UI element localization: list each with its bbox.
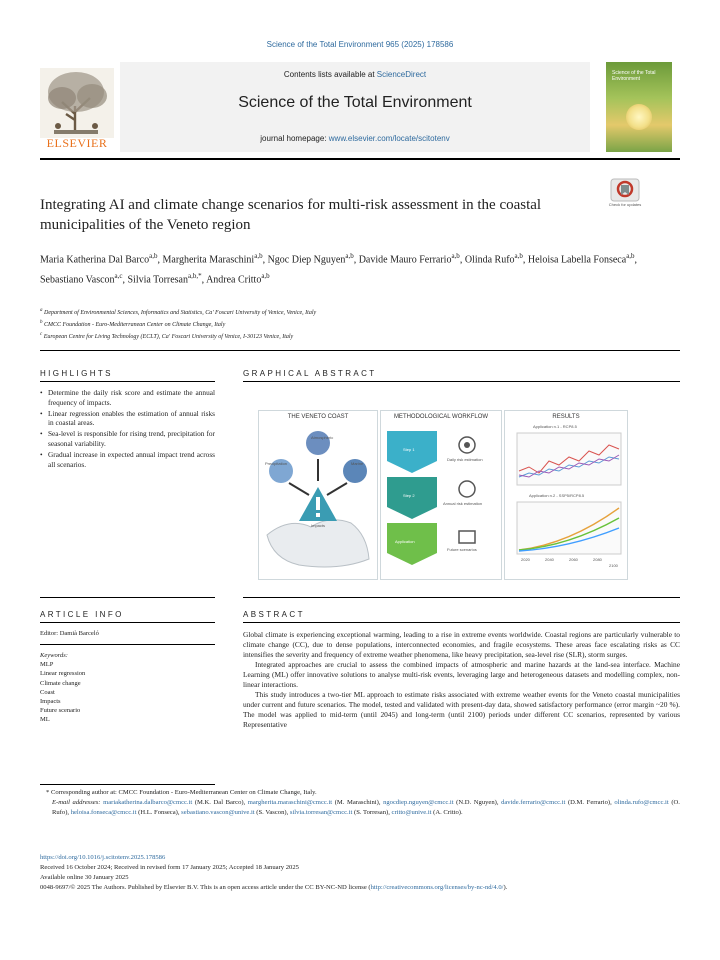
author-affiliation-mark[interactable]: a,b,* [188, 272, 202, 281]
author-affiliation-mark[interactable]: a,b [261, 272, 270, 281]
banner-center [120, 62, 590, 152]
ga-panel-title: THE VENETO COAST [287, 414, 349, 420]
article-title: Integrating AI and climate change scenarios for multi-risk assessment in the coastal municipalities of the Veneto region [40, 197, 542, 233]
homepage-prefix: journal homepage: [260, 134, 329, 143]
ga-panel-results [504, 410, 628, 580]
abstract-heading: ABSTRACT [243, 610, 305, 619]
email-link[interactable]: critto@unive.it [391, 808, 432, 816]
email-owner: (N.D. Nguyen), [456, 798, 499, 806]
email-link[interactable]: mariakatherina.dalbarco@cmcc.it [103, 798, 193, 806]
abstract-body [243, 630, 680, 730]
keyword: MLP [40, 661, 54, 669]
hazard-label-marine: Marine [351, 461, 364, 466]
check-for-updates-badge[interactable] [607, 178, 643, 214]
affiliation-mark: a [40, 308, 43, 313]
author-name[interactable]: Ngoc Diep Nguyen [267, 254, 346, 266]
email-link[interactable]: margherita.maraschini@cmcc.it [247, 798, 333, 806]
license-line [40, 883, 680, 893]
email-owner: (H.L. Fonseca), [138, 808, 180, 816]
check-updates-label: Check for updates [608, 202, 642, 207]
received-dates: Received 16 October 2024; Received in revised form 17 January 2025; Accepted 18 January 2025 [40, 864, 299, 871]
axis-tick-label: 2100 [609, 563, 618, 568]
affiliation-mark: b [40, 320, 43, 325]
editor-name: Damià Barceló [59, 630, 99, 637]
highlight-item: • Determine the daily risk score and estimate the annual frequency of impacts. [40, 388, 215, 408]
email-link[interactable]: ngocdiep.nguyen@cmcc.it [383, 798, 454, 806]
abstract-paragraph: Integrated approaches are crucial to assess the combined impacts of atmospheric and marine hazards at the land-sea interface. Machine Learning (ML) offer innovative solutions to analyse multi-risk events, leveraging large and heterogeneous datasets and modelling complex, non-linear interactions. [243, 660, 680, 689]
doi-link[interactable]: https://doi.org/10.1016/j.scitotenv.2025.178586 [40, 854, 166, 861]
hazard-label-precipitation: Precipitation [265, 461, 288, 466]
keywords-block [40, 651, 85, 725]
highlights-list [40, 388, 215, 470]
ga-panel-title: RESULTS [552, 414, 580, 420]
author-name[interactable]: Olinda Rufo [464, 254, 515, 266]
cover-title: Science of the Total Environment [612, 70, 656, 82]
step-label: Application [395, 539, 415, 544]
axis-tick-label: 2020 [521, 557, 530, 562]
email-owner: (M.K. Dal Barco), [194, 798, 246, 806]
axis-tick-label: 2040 [545, 557, 554, 562]
homepage-link[interactable]: www.elsevier.com/locate/scitotenv [328, 134, 450, 143]
highlight-item: • Gradual increase in expected annual impact trend across all scenarios. [40, 450, 215, 470]
affiliation-a [40, 308, 680, 316]
ga-panel-workflow [380, 410, 502, 580]
header-rule [40, 158, 680, 160]
abstract-paragraph: Global climate is experiencing exceptional warming, leading to a rise in extreme events worldwide. Coastal regions are particularly vulnerable to climate change (CC), due to dense populations, interconnected economies, and fragile ecosystems. These areas face escalating risks as CC intensifies the severity and frequency of extreme weather phenomena, like heavy precipitation, sea-level rise (SLR), storm surges. [243, 630, 680, 659]
license-link[interactable]: http://creativecommons.org/licenses/by-nc-nd/4.0/ [370, 884, 504, 891]
journal-citation[interactable]: Science of the Total Environment 965 (2025) 178586 [266, 40, 454, 49]
graphical-abstract-heading: GRAPHICAL ABSTRACT [243, 369, 377, 378]
step-description: Annual risk estimation [443, 501, 483, 506]
author-name[interactable]: Maria Katherina Dal Barco [40, 254, 150, 266]
ga-panel-veneto-coast [258, 410, 378, 580]
email-owner: (A. Critto). [433, 808, 463, 816]
article-info-heading: ARTICLE INFO [40, 610, 124, 619]
workflow-diagram [381, 425, 501, 575]
publication-info [40, 853, 680, 893]
keyword: Linear regression [40, 670, 86, 678]
article-info-rule-top [40, 622, 215, 623]
author-affiliation-mark[interactable]: a,b [626, 252, 635, 260]
step-description: Daily risk estimation [447, 457, 483, 462]
step-1-chevron [387, 431, 437, 473]
keywords-label: Keywords: [40, 652, 68, 659]
editor-line [40, 630, 99, 637]
keyword: Impacts [40, 698, 61, 706]
author-name[interactable]: Heloisa Labella Fonseca [527, 254, 627, 266]
step-description: Future scenarios [447, 547, 477, 552]
step-2-chevron [387, 477, 437, 519]
keyword: Climate change [40, 679, 81, 687]
highlights-rule-bottom [40, 597, 215, 598]
email-link[interactable]: heloisa.fonseca@cmcc.it [70, 808, 137, 816]
veneto-coast-diagram [259, 425, 377, 575]
axis-tick-label: 2080 [593, 557, 602, 562]
footnote-rule [40, 784, 215, 785]
author-list: Maria Katherina Dal Barco$^{a,b}$, Margherita Maraschini$^{a,b}$, Ngoc Diep Nguyen$^{a,b}$, Davide Mauro Ferrario$^{a,b}$, Olinda Rufo$^{a,b}$, Heloisa Labella Fonseca$^{a,b}$, Sebastiano Vascon$^{a,c}$, Silvia Torresan$^{a,b,*}$, Andrea Critto$^{a,b}$ [40, 252, 638, 286]
monitor-icon [459, 531, 475, 543]
author-affiliation-mark[interactable]: a,b [345, 252, 354, 260]
results-a-label: Application n.1 - RCP8.5 [533, 424, 577, 429]
graphical-abstract[interactable] [258, 410, 628, 578]
email-owner: (S. Vascon), [256, 808, 289, 816]
abstract-rule-top [243, 622, 680, 623]
author-name[interactable]: Davide Mauro Ferrario [358, 254, 452, 266]
sciencedirect-link[interactable]: ScienceDirect [376, 70, 427, 79]
email-link[interactable]: olinda.rufo@cmcc.it [614, 798, 669, 806]
highlights-rule-top [40, 381, 215, 382]
affiliation-text: Department of Environmental Sciences, Informatics and Statistics, Ca' Foscari University of Venice, Venice, Italy [44, 310, 317, 316]
hazard-label-atmospheric: Atmospheric [311, 435, 334, 440]
step-label: Step 2 [403, 493, 415, 498]
abstract-paragraph: This study introduces a two-tier ML approach to estimate risks associated with extreme weather events for the Veneto coastal municipalities under current and future scenarios. The model, tested and validated with present-day data, showed satisfactory performance (error margin ~20 %). The model was applied to mid-term (until 2045) and long-term (until 2100) periods under different CC scenarios, represented by various Representative [243, 690, 680, 729]
author-name[interactable]: Sebastiano Vascon [40, 274, 115, 286]
email-link[interactable]: sebastiano.vascon@unive.it [181, 808, 255, 816]
highlights-heading: HIGHLIGHTS [40, 369, 113, 378]
affiliation-text: European Centre for Living Technology (ECLT), Ca' Foscari University of Venice, I-30123 Venice, Italy [43, 334, 294, 340]
journal-title: Science of the Total Environment [238, 94, 472, 111]
email-owner: (D.M. Ferrario), [567, 798, 612, 806]
author-affiliation-mark[interactable]: a,b [254, 252, 263, 260]
contents-prefix: Contents lists available at [283, 70, 377, 79]
graphical-abstract-rule-top [243, 381, 680, 382]
publisher-name: ELSEVIER [46, 136, 108, 150]
highlight-item: • Sea-level is responsible for rising trend, precipitation for seasonal variability. [40, 429, 215, 449]
email-label: E-mail addresses: [52, 798, 101, 806]
author-name[interactable]: Andrea Critto [206, 274, 262, 286]
author-name[interactable]: Margherita Maraschini [162, 254, 255, 266]
license-text: 0048-9697/© 2025 The Authors. Published by Elsevier B.V. This is an open access article under the CC BY-NC-ND license ( [40, 884, 371, 891]
results-chart-b [509, 500, 623, 562]
affiliation-c [40, 332, 680, 340]
contents-line [120, 70, 590, 79]
hazard-label-impacts: Impacts [311, 523, 326, 528]
cover-graphic [626, 104, 652, 130]
footnotes [40, 788, 680, 817]
author-affiliation-mark[interactable]: a,b [149, 252, 158, 260]
affiliation-mark: c [40, 332, 43, 337]
email-owner: (M. Maraschini), [334, 798, 381, 806]
affiliation-text: CMCC Foundation - Euro-Mediterranean Center on Climate Change, Italy [44, 322, 226, 328]
email-owner: (O. Rufo), [52, 798, 680, 816]
ga-panel-title: METHODOLOGICAL WORKFLOW [393, 414, 489, 420]
application-chevron [387, 523, 437, 565]
author-affiliation-mark[interactable]: a,b [514, 252, 523, 260]
results-b-label: Application n.2 - SSP5/RCP8.5 [529, 493, 585, 498]
homepage-line [120, 134, 590, 143]
email-link[interactable]: davide.ferrario@cmcc.it [501, 798, 566, 806]
email-link[interactable]: silvia.torresan@cmcc.it [289, 808, 353, 816]
graphical-abstract-rule-bottom [243, 597, 680, 598]
bookmark-icon [607, 178, 643, 202]
keyword: Coast [40, 688, 55, 696]
affiliation-b [40, 320, 680, 328]
highlight-item: • Linear regression enables the estimation of annual risks in coastal areas. [40, 409, 215, 429]
step-label: Step 1 [403, 447, 415, 452]
keyword: Future scenario [40, 707, 81, 715]
license-end: ). [503, 884, 508, 891]
results-chart-a [509, 431, 623, 491]
journal-banner [40, 62, 680, 154]
keyword: ML [40, 716, 50, 724]
axis-tick-label: 2060 [569, 557, 578, 562]
lightbulb-icon [459, 481, 475, 497]
affiliation-rule [40, 350, 680, 351]
author-affiliation-mark[interactable]: a,c [114, 272, 123, 281]
journal-cover[interactable] [606, 62, 672, 152]
author-name[interactable]: Silvia Torresan [127, 274, 188, 286]
editor-label: Editor: [40, 630, 60, 637]
editor-rule [40, 644, 215, 645]
author-affiliation-mark[interactable]: a,b [451, 252, 460, 260]
corresponding-author-note: * Corresponding author at: CMCC Foundation - Euro-Mediterranean Center on Climate Change, Italy. [46, 789, 317, 796]
email-addresses [40, 798, 680, 818]
email-owner: (S. Torresan), [354, 808, 390, 816]
online-date: Available online 30 January 2025 [40, 874, 129, 881]
